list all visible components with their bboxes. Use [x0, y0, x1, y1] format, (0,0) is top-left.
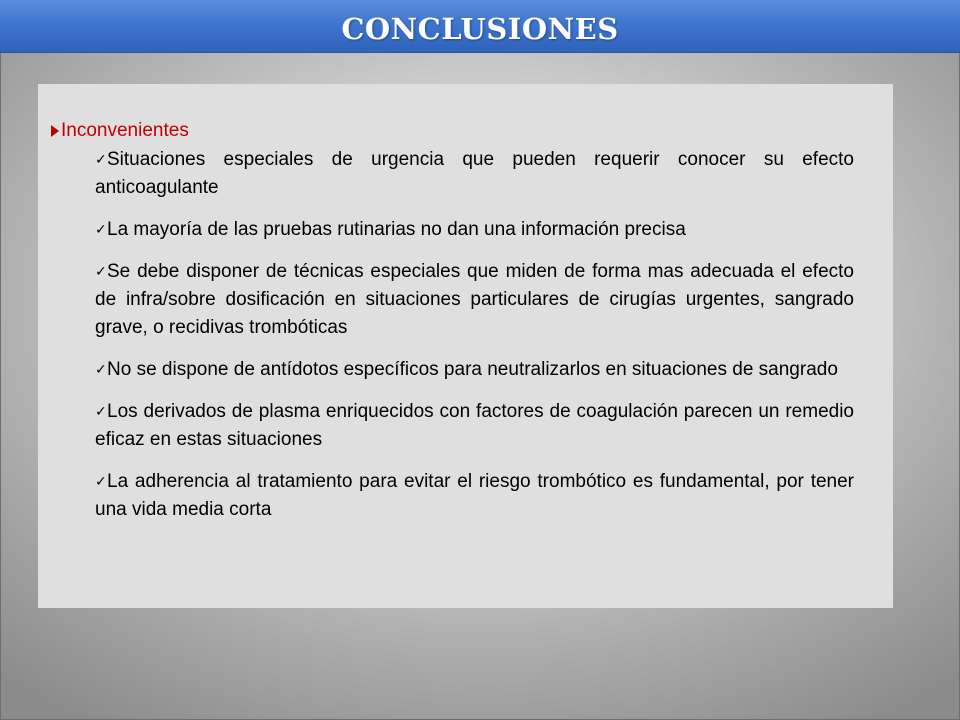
- list-item-text: La adherencia al tratamiento para evitar el riesgo trombótico es fundamental, por tener una vida media corta: [95, 471, 854, 520]
- checkmark-icon: ✓: [95, 222, 107, 238]
- section-heading: [51, 120, 189, 142]
- content-panel: [38, 84, 893, 608]
- list-item: [95, 398, 854, 454]
- list-item: [95, 216, 854, 244]
- checkmark-icon: ✓: [95, 264, 107, 280]
- list-item: [95, 468, 854, 524]
- arrow-right-icon: [51, 125, 59, 137]
- list-item-text: Se debe disponer de técnicas especiales que miden de forma mas adecuada el efecto de infra/sobre dosificación en situaciones particulares de cirugías urgentes, sangrado grave, o recidivas trombóticas: [95, 261, 854, 338]
- list-item-text: Situaciones especiales de urgencia que pueden requerir conocer su efecto anticoagulante: [95, 149, 854, 198]
- list-item: [95, 356, 854, 384]
- list-item-text: Los derivados de plasma enriquecidos con factores de coagulación parecen un remedio eficaz en estas situaciones: [95, 401, 854, 450]
- list-item-text: No se dispone de antídotos específicos para neutralizarlos en situaciones de sangrado: [107, 359, 838, 380]
- checkmark-icon: ✓: [95, 474, 107, 490]
- item-list: [95, 146, 854, 538]
- list-item: [95, 146, 854, 202]
- checkmark-icon: ✓: [95, 404, 107, 420]
- checkmark-icon: ✓: [95, 152, 107, 168]
- list-item-text: La mayoría de las pruebas rutinarias no dan una información precisa: [107, 219, 686, 240]
- checkmark-icon: ✓: [95, 362, 107, 378]
- list-item: [95, 258, 854, 342]
- section-heading-label: Inconvenientes: [61, 120, 189, 141]
- slide-title: CONCLUSIONES: [341, 12, 619, 46]
